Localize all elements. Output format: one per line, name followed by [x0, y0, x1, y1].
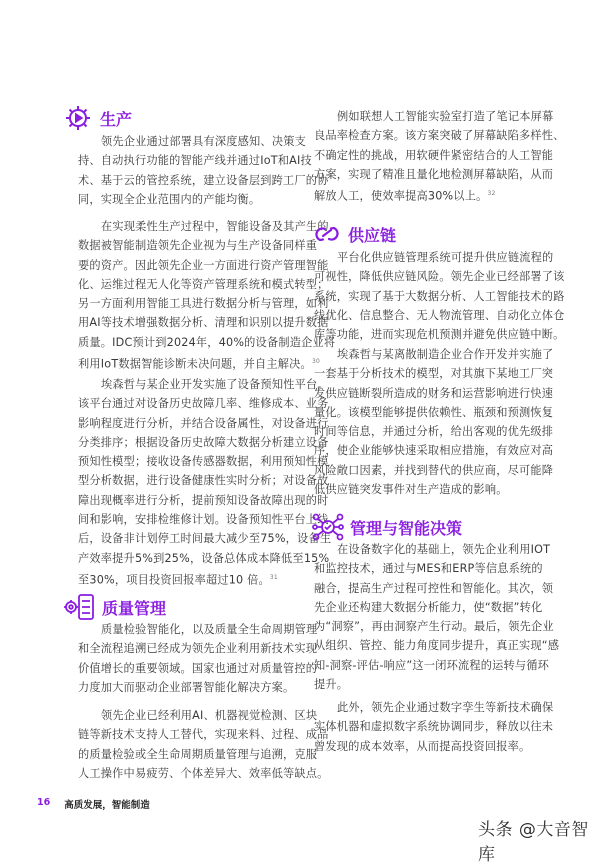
text-line-content: 序，使企业能够快速采取相应措施，有效应对高 [314, 444, 554, 458]
text-line [314, 248, 565, 267]
text-line-content: 数据被智能制造领先企业视为与生产设备同样重 [78, 239, 318, 253]
text-line [314, 146, 565, 165]
text-line [314, 165, 565, 184]
text-line-content: 和全流程追溯已经成为领先企业利用新技术实现 [78, 642, 318, 656]
text-line [78, 217, 335, 236]
text-line [78, 452, 331, 471]
section-title: 质量管理 [102, 598, 167, 618]
text-line [314, 698, 553, 717]
section-heading-quality [62, 592, 166, 622]
text-line [314, 480, 553, 499]
text-line [314, 184, 565, 203]
text-line [78, 639, 317, 658]
page-footer [37, 797, 150, 811]
text-line-content: 方案，实现了精准且量化地检测屏幕缺陷，从而 [314, 167, 554, 181]
text-line-content: 低供应链突发事件对生产造成的影响。 [314, 483, 508, 497]
text-line [78, 510, 331, 529]
text-line [78, 394, 331, 413]
watermark: 头条 @大音智库 [478, 820, 589, 865]
text-line-content: 知-洞察-评估-响应”这一闭环流程的运转与循环 [314, 658, 550, 672]
network-check-icon [312, 513, 344, 541]
text-line [314, 441, 553, 460]
text-line-content: 力度加大而驱动企业部署智能化解决方案。 [78, 680, 295, 694]
footnote-reference: 31 [269, 573, 278, 581]
text-line-content: 领先企业已经利用AI、机器视觉检测、区块 [101, 709, 318, 722]
text-line [78, 151, 329, 170]
text-line-content: 的质量检验或全生命周期质量管理与追溯，克服 [78, 747, 318, 761]
paragraph [311, 345, 554, 499]
paragraph [314, 698, 553, 756]
text-line [78, 678, 317, 697]
text-line [314, 461, 553, 480]
text-line-content: 时间等信息，并通过分析，给出客观的优先级排 [314, 425, 554, 439]
text-line-content: 在实现柔性生产过程中，智能设备及其产生的 [101, 220, 329, 233]
text-line [78, 549, 331, 568]
text-line [78, 313, 335, 332]
section-title: 供应链 [348, 225, 397, 245]
text-line [311, 345, 554, 366]
text-line-content: 发供应链断裂所造成的财务和运营影响进行快速 [314, 386, 554, 400]
text-line-content: 此外，领先企业通过数字孪生等新技术确保 [337, 701, 554, 714]
text-line-content: 和监控技术，通过与MES和ERP等信息系统的 [314, 562, 543, 576]
text-line-content: 先企业还构建大数据分析能力，使“数据”转化 [314, 600, 543, 614]
gear-checklist-icon [62, 592, 96, 622]
section-heading-production [62, 104, 132, 132]
text-line [314, 617, 559, 636]
text-line-content: 该平台通过对设备历史故障几率、维修成本、业务 [78, 397, 329, 411]
text-line [314, 656, 559, 675]
text-line [314, 579, 559, 598]
text-line-content: 型分析数据，进行设备健康性实时分析；对设备故 [78, 474, 329, 488]
text-line [78, 333, 335, 352]
text-line [78, 706, 329, 725]
text-line [78, 471, 331, 490]
text-line [314, 540, 559, 559]
section-title: 生产 [100, 109, 133, 129]
text-line [78, 725, 329, 744]
text-line [314, 403, 553, 422]
text-line [78, 352, 335, 371]
text-line-content: 线优化、信息整合、无人物流管理、自动化立体仓 [314, 308, 565, 322]
text-line-content: 持、自动执行功能的智能产线并通过IoT和AI技 [78, 154, 312, 168]
footer-title: 高质发展，智能制造 [64, 800, 150, 811]
text-line-content: 良品率检查方案。该方案突破了屏幕缺陷多样性、 [314, 129, 565, 143]
text-line [78, 764, 329, 783]
text-line-content: 在设备数字化的基础上，领先企业利用IOT [337, 543, 551, 556]
text-line [314, 325, 565, 344]
text-line-content: 一套基于分析技术的模型，对其旗下某地工厂突 [314, 367, 554, 381]
footnote-reference: 30 [311, 358, 320, 366]
text-line [78, 294, 335, 313]
text-line-content: 分类排序；根据设备历史故障大数据分析建立设备 [78, 435, 329, 449]
text-line-content: 人工操作中易疲劳、个体差异大、效率低等缺点。 [78, 766, 329, 780]
text-line-content: 影响程度进行分析，并结合设备属性，对设备进行 [78, 416, 329, 430]
paragraph [78, 620, 317, 697]
gear-play-icon [62, 104, 94, 132]
text-line [314, 287, 565, 306]
text-line [78, 236, 335, 255]
text-line-content: 从组织、管控、能力角度同步提升，真正实现“感 [314, 639, 560, 653]
text-line [314, 306, 565, 325]
text-line [314, 364, 553, 383]
text-line-content: 平台化供应链管理系统可提升供应链流程的 [337, 251, 554, 264]
text-line-content: 量化。该模型能够提供依赖性、瓶颈和预测恢复 [314, 405, 554, 419]
text-line [78, 275, 335, 294]
text-line-content: 可视性，降低供应链风险。领先企业已经部署了该 [314, 270, 565, 284]
text-line-content: 价值增长的重要领域。国家也通过对质量管控的 [78, 661, 318, 675]
text-line [78, 132, 329, 151]
section-title: 管理与智能决策 [350, 518, 463, 538]
text-line-content: 提升。 [314, 678, 349, 692]
text-line-content: 障出现概率进行分析，提前预知设备故障出现的时 [78, 493, 329, 507]
text-line [78, 256, 335, 275]
text-line-content: 系统，实现了基于大数据分析、人工智能技术的路 [314, 289, 565, 303]
text-line [314, 598, 559, 617]
paragraph [78, 217, 335, 371]
paragraph [314, 540, 559, 694]
text-line [78, 529, 331, 548]
text-line [314, 636, 559, 655]
text-line [314, 126, 565, 145]
text-line [314, 717, 553, 736]
text-line [78, 414, 331, 433]
text-line [314, 559, 559, 578]
text-line-content: 为“洞察”，再由洞察产生行动。最后，领先企业 [314, 620, 554, 634]
paragraph [78, 132, 329, 209]
text-line-content: 解放人工，使效率提高30%以上。 [314, 189, 488, 203]
text-line [314, 675, 559, 694]
text-line [314, 107, 565, 126]
text-line-content: 埃森哲与某离散制造企业合作开发并实施了 [337, 348, 554, 361]
link-icon [312, 220, 342, 248]
page-number: 16 [37, 797, 51, 808]
text-line [78, 745, 329, 764]
text-line-content: 风险敞口因素，并找到替代的供应商，尽可能降 [314, 463, 554, 477]
text-line-content: 不确定性的挑战，用软硬件紧密结合的人工智能 [314, 148, 554, 162]
section-heading-supply-chain [312, 220, 396, 248]
footnote-reference: 32 [487, 190, 496, 198]
text-line [314, 267, 565, 286]
text-line [78, 491, 331, 510]
text-line-content: 另一方面利用智能工具进行数据分析与管理，如利 [78, 297, 329, 311]
text-line-content: 后，设备非计划停工时间最大减少至75%，设备生 [78, 532, 332, 546]
text-line-content: 产效率提升5%到25%，设备总体成本降低至15% [78, 551, 330, 565]
text-line [78, 190, 329, 209]
text-line [78, 568, 331, 587]
text-line-content: 同，实现全企业范围内的产能均衡。 [78, 192, 261, 206]
text-line [78, 375, 331, 394]
paragraph [314, 107, 565, 203]
text-line [78, 620, 317, 639]
text-line-content: 库等功能，进而实现危机预测并避免供应链中断。 [314, 328, 565, 342]
text-line-content: 曾发现的成本效率，从而提高投资回报率。 [314, 739, 531, 753]
text-line-content: 领先企业通过部署具有深度感知、决策支 [101, 135, 306, 148]
text-line-content: 例如联想人工智能实验室打造了笔记本屏幕 [337, 110, 554, 123]
text-line-content: 术、基于云的管控系统，建立设备层到跨工厂的协 [78, 173, 329, 187]
section-heading-decision [312, 513, 462, 541]
text-line-content: 链等新技术支持人工替代，实现来料、过程、成品 [78, 728, 329, 742]
text-line-content: 化、运维过程无人化等资产管理系统和模式转型； [78, 277, 329, 291]
text-line-content: 至30%，项目投资回报率超过10 倍。 [78, 573, 270, 587]
text-line-content: 间和影响，安排检维修计划。设备预知性平台上线 [78, 513, 329, 527]
text-line [78, 171, 329, 190]
text-line [314, 737, 553, 756]
paragraph [78, 375, 331, 587]
paragraph [78, 706, 329, 783]
text-line-content: 质量。IDC预计到2024年，40%的设备制造企业将 [78, 335, 336, 349]
text-line-content: 要的资产。因此领先企业一方面进行资产管理智能 [78, 258, 329, 272]
paragraph [314, 248, 565, 344]
text-line [78, 659, 317, 678]
text-line-content: 融合，提高生产过程可控性和智能化。其次，领 [314, 581, 554, 595]
text-line-content: 用AI等技术增强数据分析、清理和识别以提升数据 [78, 316, 329, 330]
text-line-content: 预知性模型；接收设备传感器数据，利用预知性模 [78, 455, 329, 469]
text-line-content: 实体机器和虚拟数字系统协调同步，释放以往未 [314, 720, 554, 734]
text-line-content: 质量检验智能化，以及质量全生命周期管理 [101, 623, 318, 636]
text-line-content: 利用IoT数据智能诊断未决问题，并自主解决。 [78, 357, 312, 371]
text-line [78, 433, 331, 452]
text-line-content: 埃森哲与某企业开发实施了设备预知性平台。 [101, 378, 329, 391]
text-line [314, 422, 553, 441]
text-line [314, 384, 553, 403]
